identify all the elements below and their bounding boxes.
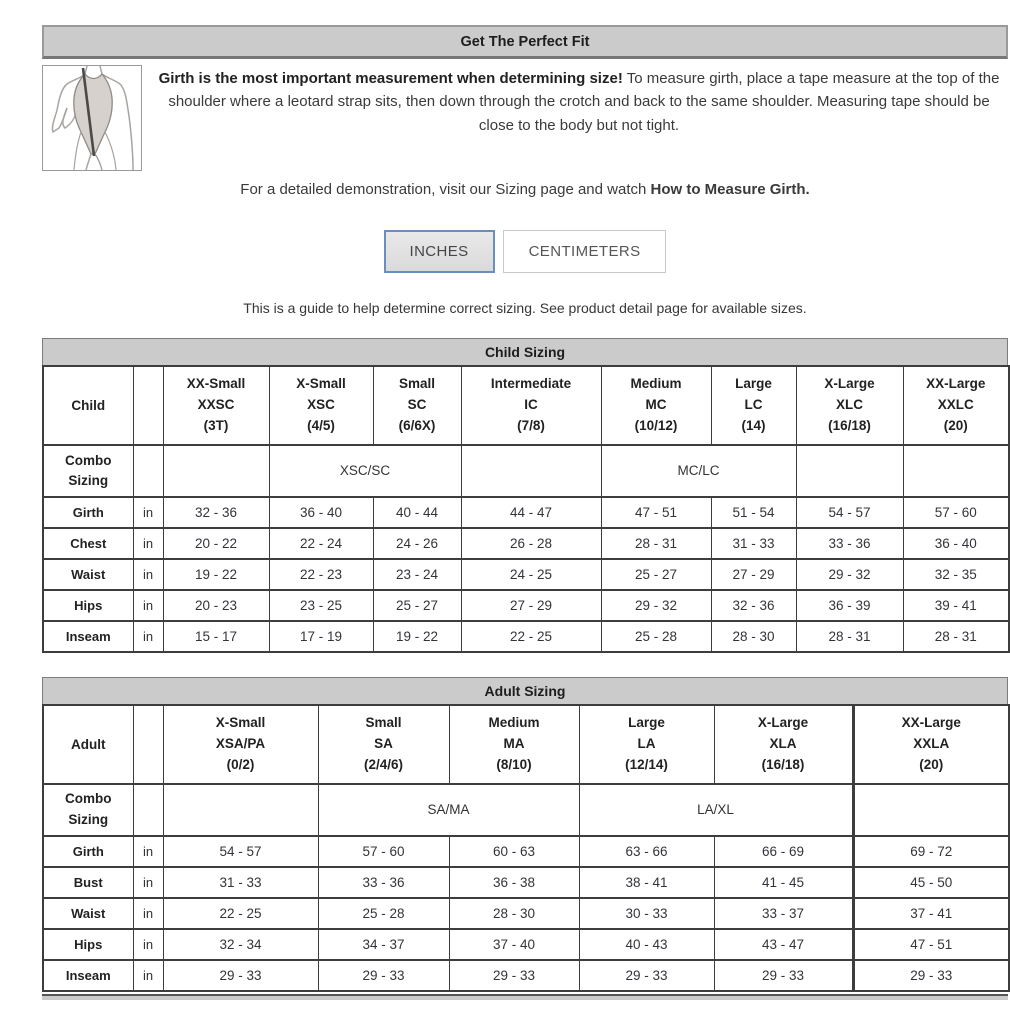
- adult-sizing-table-title: Adult Sizing: [42, 677, 1008, 704]
- measurement-value: 22 - 25: [461, 621, 601, 652]
- adult-sizing-table-header-row: [43, 705, 1009, 784]
- child-sizing-table-header-row: [43, 366, 1009, 445]
- measurement-value: 57 - 60: [318, 836, 449, 867]
- size-column-code: MC: [645, 396, 667, 412]
- measurement-value: 47 - 51: [853, 929, 1009, 960]
- size-column-header: [579, 705, 714, 784]
- measurement-value: 22 - 25: [163, 898, 318, 929]
- next-section-cutoff: [42, 994, 1008, 1000]
- demo-text: For a detailed demonstration, visit our Sizing page and watch: [240, 181, 651, 198]
- intro-section: [42, 64, 1008, 171]
- size-column-code: XSC: [307, 396, 335, 412]
- combo-sizing-label-line: Sizing: [68, 472, 109, 488]
- combo-sizing-label-line: Combo: [65, 791, 112, 807]
- child-sizing-table-row-waist: [43, 559, 1009, 590]
- size-column-header: [711, 366, 796, 445]
- measurement-value: 27 - 29: [461, 590, 601, 621]
- adult-sizing-table-combo-row: [43, 784, 1009, 836]
- combo-size-cell: MC/LC: [601, 445, 796, 497]
- demo-bold-text: How to Measure Girth.: [650, 181, 810, 198]
- measurement-label: Bust: [43, 867, 133, 898]
- measurement-value: 51 - 54: [711, 497, 796, 528]
- measurement-unit: in: [133, 836, 163, 867]
- size-column-code: XSA/PA: [215, 735, 266, 751]
- size-column-header: [163, 366, 269, 445]
- size-column-header: [461, 366, 601, 445]
- size-column-header: [373, 366, 461, 445]
- size-column-name: X-Small: [215, 714, 266, 730]
- size-column-sizes: (8/10): [496, 756, 532, 772]
- measurement-value: 33 - 36: [318, 867, 449, 898]
- size-column-header: [601, 366, 711, 445]
- size-column-header: [796, 366, 903, 445]
- measurement-unit: in: [133, 867, 163, 898]
- demo-line: [42, 181, 1008, 198]
- size-column-code: SC: [407, 396, 427, 412]
- child-sizing-table-title: Child Sizing: [42, 338, 1008, 365]
- measurement-value: 44 - 47: [461, 497, 601, 528]
- adult-sizing-table: [42, 704, 1010, 992]
- combo-sizing-label: [43, 445, 133, 497]
- size-column-code: LA: [637, 735, 656, 751]
- measurement-label: Hips: [43, 929, 133, 960]
- combo-empty-cell: [461, 445, 601, 497]
- measurement-unit: in: [133, 929, 163, 960]
- measurement-value: 29 - 32: [796, 559, 903, 590]
- child-sizing-table-row-hips: [43, 590, 1009, 621]
- measurement-value: 63 - 66: [579, 836, 714, 867]
- measurement-value: 39 - 41: [903, 590, 1009, 621]
- size-column-code: XXSC: [197, 396, 235, 412]
- measurement-value: 32 - 36: [711, 590, 796, 621]
- size-column-code: XLA: [769, 735, 797, 751]
- sizing-guide-note: This is a guide to help determine correct sizing. See product detail page for available sizes.: [243, 300, 807, 316]
- leotard-figure-icon: [43, 66, 141, 170]
- size-column-header: [714, 705, 853, 784]
- measurement-value: 27 - 29: [711, 559, 796, 590]
- measurement-value: 28 - 30: [711, 621, 796, 652]
- measurement-value: 24 - 26: [373, 528, 461, 559]
- girth-measurement-figure: [42, 65, 142, 171]
- measurement-value: 32 - 35: [903, 559, 1009, 590]
- measurement-unit: in: [133, 590, 163, 621]
- measurement-value: 38 - 41: [579, 867, 714, 898]
- measurement-value: 20 - 22: [163, 528, 269, 559]
- size-column-header: [269, 366, 373, 445]
- size-column-sizes: (20): [943, 417, 968, 433]
- combo-empty-cell: [903, 445, 1009, 497]
- adult-sizing-table-group-label: Adult: [43, 705, 133, 784]
- measurement-unit: in: [133, 621, 163, 652]
- measurement-value: 25 - 28: [601, 621, 711, 652]
- measurement-value: 54 - 57: [163, 836, 318, 867]
- size-column-sizes: (6/6X): [398, 417, 436, 433]
- measurement-unit: in: [133, 960, 163, 991]
- size-column-name: Medium: [488, 714, 540, 730]
- size-column-sizes: (2/4/6): [363, 756, 404, 772]
- size-column-code: MA: [503, 735, 525, 751]
- measurement-value: 36 - 38: [449, 867, 579, 898]
- combo-size-cell: XSC/SC: [269, 445, 461, 497]
- adult-sizing-section: [42, 677, 1008, 992]
- measurement-value: 32 - 34: [163, 929, 318, 960]
- unit-toggle: [42, 230, 1008, 273]
- measurement-value: 57 - 60: [903, 497, 1009, 528]
- size-column-sizes: (16/18): [761, 756, 805, 772]
- combo-size-cell: SA/MA: [318, 784, 579, 836]
- unit-column-spacer: [133, 705, 163, 784]
- measurement-value: 60 - 63: [449, 836, 579, 867]
- measurement-value: 41 - 45: [714, 867, 853, 898]
- measurement-value: 25 - 28: [318, 898, 449, 929]
- size-column-name: Medium: [630, 376, 682, 391]
- measurement-value: 23 - 24: [373, 559, 461, 590]
- measurement-unit: in: [133, 528, 163, 559]
- size-column-name: X-Large: [757, 714, 809, 730]
- girth-instructions-body: To measure girth, place a tape measure at the top of the shoulder where a leotard strap sits, then down through the crotch and back to the same shoulder. Measuring tape should be close to the body but not tight.: [168, 70, 1000, 134]
- combo-empty-cell: [853, 784, 1009, 836]
- measurement-value: 29 - 33: [318, 960, 449, 991]
- girth-instructions-lead: Girth is the most important measurement when determining size!: [158, 70, 623, 87]
- size-column-header: [853, 705, 1009, 784]
- adult-sizing-table-row-bust: [43, 867, 1009, 898]
- measurement-value: 24 - 25: [461, 559, 601, 590]
- combo-empty-cell: [163, 784, 318, 836]
- combo-sizing-label-line: Combo: [65, 452, 112, 468]
- measurement-value: 36 - 40: [269, 497, 373, 528]
- measurement-label: Waist: [43, 559, 133, 590]
- measurement-value: 29 - 33: [853, 960, 1009, 991]
- measurement-value: 29 - 33: [163, 960, 318, 991]
- measurement-value: 28 - 31: [903, 621, 1009, 652]
- measurement-value: 29 - 33: [714, 960, 853, 991]
- measurement-value: 36 - 40: [903, 528, 1009, 559]
- size-column-sizes: (3T): [203, 417, 229, 433]
- child-sizing-table-row-girth: [43, 497, 1009, 528]
- child-sizing-section: [42, 338, 1008, 653]
- child-sizing-table: [42, 365, 1010, 653]
- size-column-name: Large: [735, 376, 772, 391]
- measurement-value: 26 - 28: [461, 528, 601, 559]
- measurement-label: Girth: [43, 497, 133, 528]
- unit-column-spacer: [133, 366, 163, 445]
- measurement-value: 47 - 51: [601, 497, 711, 528]
- measurement-value: 37 - 40: [449, 929, 579, 960]
- measurement-unit: in: [133, 898, 163, 929]
- size-column-name: XX-Large: [926, 376, 986, 391]
- measurement-value: 37 - 41: [853, 898, 1009, 929]
- size-column-name: X-Large: [824, 376, 875, 391]
- unit-column-spacer: [133, 445, 163, 497]
- centimeters-button[interactable]: CENTIMETERS: [503, 230, 667, 273]
- measurement-unit: in: [133, 497, 163, 528]
- measurement-label: Girth: [43, 836, 133, 867]
- size-column-header: [449, 705, 579, 784]
- measurement-label: Chest: [43, 528, 133, 559]
- size-column-code: SA: [374, 735, 393, 751]
- size-column-sizes: (10/12): [634, 417, 678, 433]
- sizing-guide-page: [42, 25, 1008, 1000]
- measurement-label: Inseam: [43, 960, 133, 991]
- measurement-label: Waist: [43, 898, 133, 929]
- measurement-value: 66 - 69: [714, 836, 853, 867]
- child-sizing-table-row-inseam: [43, 621, 1009, 652]
- size-column-sizes: (16/18): [828, 417, 871, 433]
- measurement-value: 25 - 27: [373, 590, 461, 621]
- measurement-value: 28 - 31: [601, 528, 711, 559]
- adult-sizing-table-row-waist: [43, 898, 1009, 929]
- unit-column-spacer: [133, 784, 163, 836]
- measurement-value: 54 - 57: [796, 497, 903, 528]
- measurement-value: 36 - 39: [796, 590, 903, 621]
- measurement-value: 29 - 33: [449, 960, 579, 991]
- measurement-value: 20 - 23: [163, 590, 269, 621]
- measurement-value: 45 - 50: [853, 867, 1009, 898]
- measurement-value: 30 - 33: [579, 898, 714, 929]
- size-column-name: Intermediate: [490, 376, 572, 391]
- size-column-header: [318, 705, 449, 784]
- measurement-value: 25 - 27: [601, 559, 711, 590]
- size-column-name: XX-Large: [901, 714, 961, 730]
- adult-sizing-table-row-inseam: [43, 960, 1009, 991]
- measurement-value: 19 - 22: [163, 559, 269, 590]
- combo-empty-cell: [163, 445, 269, 497]
- size-column-header: [163, 705, 318, 784]
- size-column-sizes: (14): [741, 417, 766, 433]
- measurement-value: 40 - 44: [373, 497, 461, 528]
- size-column-code: XXLA: [913, 735, 950, 751]
- size-column-sizes: (7/8): [517, 417, 545, 433]
- measurement-value: 19 - 22: [373, 621, 461, 652]
- measurement-value: 28 - 30: [449, 898, 579, 929]
- measurement-value: 69 - 72: [853, 836, 1009, 867]
- adult-sizing-table-row-girth: [43, 836, 1009, 867]
- measurement-value: 28 - 31: [796, 621, 903, 652]
- child-sizing-table-row-chest: [43, 528, 1009, 559]
- measurement-value: 43 - 47: [714, 929, 853, 960]
- size-column-name: Large: [628, 714, 665, 730]
- size-column-name: Small: [365, 714, 402, 730]
- size-column-name: X-Small: [296, 376, 346, 391]
- measurement-value: 29 - 32: [601, 590, 711, 621]
- size-column-sizes: (0/2): [226, 756, 255, 772]
- combo-size-cell: LA/XL: [579, 784, 853, 836]
- size-column-sizes: (4/5): [307, 417, 335, 433]
- child-sizing-table-group-label: Child: [43, 366, 133, 445]
- child-sizing-table-combo-row: [43, 445, 1009, 497]
- combo-sizing-label-line: Sizing: [68, 811, 109, 827]
- size-column-code: LC: [744, 396, 763, 412]
- measurement-value: 33 - 36: [796, 528, 903, 559]
- measurement-value: 34 - 37: [318, 929, 449, 960]
- measurement-value: 40 - 43: [579, 929, 714, 960]
- combo-sizing-label: [43, 784, 133, 836]
- size-column-header: [903, 366, 1009, 445]
- page-title: Get The Perfect Fit: [42, 25, 1008, 59]
- measurement-value: 22 - 24: [269, 528, 373, 559]
- size-column-sizes: (20): [919, 756, 944, 772]
- size-column-code: XXLC: [937, 396, 974, 412]
- measurement-value: 29 - 33: [579, 960, 714, 991]
- measurement-value: 33 - 37: [714, 898, 853, 929]
- measurement-value: 31 - 33: [163, 867, 318, 898]
- measurement-value: 15 - 17: [163, 621, 269, 652]
- measurement-value: 17 - 19: [269, 621, 373, 652]
- measurement-value: 31 - 33: [711, 528, 796, 559]
- girth-instructions: [156, 67, 1002, 171]
- inches-button[interactable]: INCHES: [384, 230, 495, 273]
- adult-sizing-table-row-hips: [43, 929, 1009, 960]
- measurement-value: 23 - 25: [269, 590, 373, 621]
- measurement-label: Hips: [43, 590, 133, 621]
- measurement-label: Inseam: [43, 621, 133, 652]
- size-column-name: XX-Small: [186, 376, 246, 391]
- measurement-unit: in: [133, 559, 163, 590]
- size-column-code: XLC: [836, 396, 863, 412]
- measurement-value: 32 - 36: [163, 497, 269, 528]
- size-column-name: Small: [398, 376, 436, 391]
- measurement-value: 22 - 23: [269, 559, 373, 590]
- combo-empty-cell: [796, 445, 903, 497]
- size-column-code: IC: [524, 396, 538, 412]
- size-column-sizes: (12/14): [625, 756, 668, 772]
